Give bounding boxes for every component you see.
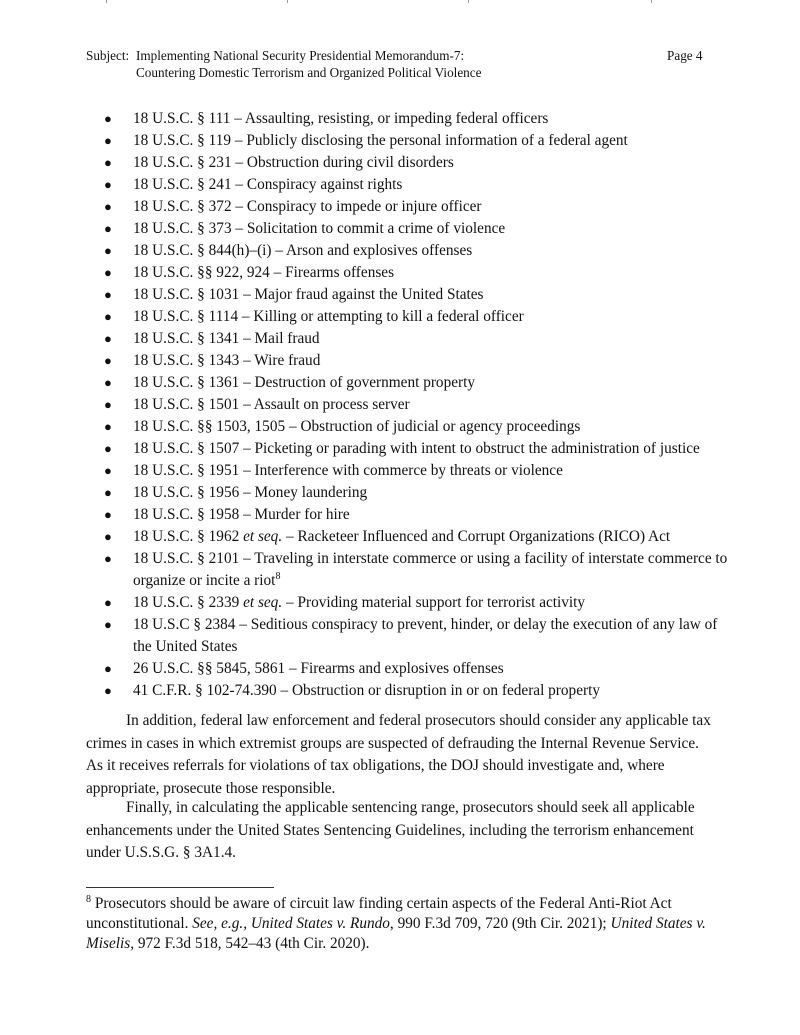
bullet-icon: ● bbox=[104, 683, 112, 698]
statute-citation: 18 U.S.C. § 1958 bbox=[133, 506, 240, 523]
bullet-icon: ● bbox=[104, 111, 112, 126]
footnote-reference[interactable]: 8 bbox=[275, 570, 281, 582]
statute-item bbox=[104, 548, 734, 592]
bullet-icon: ● bbox=[104, 485, 112, 500]
statute-description: Conspiracy against rights bbox=[246, 176, 403, 193]
bullet-icon: ● bbox=[104, 529, 112, 544]
bullet-icon: ● bbox=[104, 419, 112, 434]
subject-label: Subject: bbox=[86, 48, 130, 63]
statute-item bbox=[104, 196, 734, 218]
footnote-number: 8 bbox=[86, 893, 91, 905]
statute-description: Racketeer Influenced and Corrupt Organizations (RICO) Act bbox=[297, 528, 671, 545]
scan-mark bbox=[287, 0, 288, 3]
statute-citation: 18 U.S.C. § 373 bbox=[133, 220, 232, 237]
statute-citation: 18 U.S.C. §§ 922, 924 bbox=[133, 264, 270, 281]
statute-item bbox=[104, 108, 734, 130]
bullet-icon: ● bbox=[104, 617, 112, 632]
et-seq: et seq. bbox=[243, 528, 283, 545]
statute-citation: 26 U.S.C. §§ 5845, 5861 bbox=[133, 660, 286, 677]
statute-item bbox=[104, 350, 734, 372]
bullet-icon: ● bbox=[104, 309, 112, 324]
statute-item bbox=[104, 394, 734, 416]
statute-item bbox=[104, 372, 734, 394]
statute-description: Conspiracy to impede or injure officer bbox=[246, 198, 482, 215]
dash-separator: – bbox=[271, 242, 286, 259]
statute-citation: 18 U.S.C. § 1361 bbox=[133, 374, 240, 391]
statute-citation: 18 U.S.C. § 1951 bbox=[133, 462, 240, 479]
bullet-icon: ● bbox=[104, 155, 112, 170]
bullet-icon: ● bbox=[104, 265, 112, 280]
statute-description: Obstruction during civil disorders bbox=[246, 154, 454, 171]
statute-description: Publicly disclosing the personal information of a federal agent bbox=[246, 132, 628, 149]
statute-description: Major fraud against the United States bbox=[254, 286, 484, 303]
statute-description: Providing material support for terrorist activity bbox=[297, 594, 586, 611]
statute-description: Wire fraud bbox=[254, 352, 321, 369]
statute-citation: 18 U.S.C. § 241 bbox=[133, 176, 232, 193]
statute-description: Destruction of government property bbox=[254, 374, 476, 391]
footnote-8 bbox=[86, 894, 718, 954]
statute-item bbox=[104, 482, 734, 504]
statute-citation: 18 U.S.C. § 1507 bbox=[133, 440, 240, 457]
et-seq: et seq. bbox=[243, 594, 283, 611]
dash-separator: – bbox=[231, 154, 247, 171]
bullet-icon: ● bbox=[104, 551, 112, 566]
dash-separator: – bbox=[239, 506, 255, 523]
statute-description: Murder for hire bbox=[254, 506, 350, 523]
case-name-rundo: United States v. Rundo bbox=[250, 915, 390, 932]
paragraph-sentencing: Finally, in calculating the applicable sentencing range, prosecutors should seek all applicable enhancements under the United States Sentencing Guidelines, including the terrorism enhancement under U.S.S.G. § 3A1.4. bbox=[86, 799, 695, 861]
case-cite-rundo: , 990 F.3d 709, 720 (9th Cir. 2021); bbox=[389, 915, 611, 932]
statute-item bbox=[104, 218, 734, 240]
dash-separator: – bbox=[239, 374, 255, 391]
dash-separator: – bbox=[239, 484, 255, 501]
statute-item bbox=[104, 680, 734, 702]
subject-line-1: Implementing National Security Presidential Memorandum-7: bbox=[136, 48, 465, 63]
statute-item bbox=[104, 658, 734, 680]
statute-description: Solicitation to commit a crime of violence bbox=[246, 220, 506, 237]
bullet-icon: ● bbox=[104, 441, 112, 456]
statute-description: Assault on process server bbox=[253, 396, 410, 413]
statute-item bbox=[104, 174, 734, 196]
dash-separator: – bbox=[276, 682, 292, 699]
subject-text bbox=[136, 47, 481, 81]
bullet-icon: ● bbox=[104, 199, 112, 214]
bullet-icon: ● bbox=[104, 287, 112, 302]
dash-separator: – bbox=[239, 352, 255, 369]
statute-citation: 18 U.S.C. § 844(h)–(i) bbox=[133, 242, 272, 259]
bullet-icon: ● bbox=[104, 221, 112, 236]
bullet-icon: ● bbox=[104, 331, 112, 346]
statute-item bbox=[104, 262, 734, 284]
statute-item bbox=[104, 460, 734, 482]
statute-item bbox=[104, 504, 734, 526]
footnote-divider bbox=[86, 887, 274, 888]
bullet-icon: ● bbox=[104, 463, 112, 478]
statute-citation: 18 U.S.C. § 111 bbox=[133, 110, 231, 127]
dash-separator: – bbox=[285, 418, 301, 435]
dash-separator: – bbox=[239, 462, 255, 479]
statute-citation: 18 U.S.C. § 1114 bbox=[133, 308, 239, 325]
dash-separator: – bbox=[231, 132, 247, 149]
statute-item bbox=[104, 284, 734, 306]
bullet-icon: ● bbox=[104, 375, 112, 390]
bullet-icon: ● bbox=[104, 661, 112, 676]
statute-citation: 18 U.S.C. § 1956 bbox=[133, 484, 240, 501]
scan-mark bbox=[106, 0, 107, 3]
dash-separator: – bbox=[231, 176, 247, 193]
dash-separator: – bbox=[230, 110, 245, 127]
dash-separator: – bbox=[239, 440, 255, 457]
statute-citation: 18 U.S.C. §§ 1503, 1505 bbox=[133, 418, 286, 435]
statute-citation: 18 U.S.C. § 1341 bbox=[133, 330, 240, 347]
statute-item bbox=[104, 152, 734, 174]
statute-citation: 18 U.S.C. § 231 bbox=[133, 154, 232, 171]
statute-item bbox=[104, 416, 734, 438]
paragraph-tax-crimes: In addition, federal law enforcement and federal prosecutors should consider any applicable tax crimes in cases in which extremist groups are suspected of defrauding the Internal Revenue Service. As it receives referrals for violations of tax obligations, the DOJ should investigate and, where appropriate, prosecute those responsible. bbox=[86, 712, 711, 797]
statute-citation: 18 U.S.C. § 2101 bbox=[133, 550, 240, 567]
dash-separator: – bbox=[238, 308, 254, 325]
statute-description: Killing or attempting to kill a federal officer bbox=[253, 308, 524, 325]
statute-citation: 18 U.S.C. § 1962 bbox=[133, 528, 240, 545]
dash-separator: – bbox=[269, 264, 286, 281]
bullet-icon: ● bbox=[104, 507, 112, 522]
citation-signal: See, e.g., bbox=[192, 915, 248, 932]
statute-citation: 18 U.S.C. § 1031 bbox=[133, 286, 240, 303]
statute-description: Firearms offenses bbox=[285, 264, 395, 281]
dash-separator: – bbox=[239, 396, 254, 413]
statute-citation: 18 U.S.C § 2384 bbox=[133, 616, 236, 633]
dash-separator: – bbox=[239, 286, 255, 303]
statute-item bbox=[104, 328, 734, 350]
scan-mark bbox=[651, 0, 652, 3]
statute-citation: 18 U.S.C. § 1343 bbox=[133, 352, 240, 369]
statute-citation: 18 U.S.C. § 372 bbox=[133, 198, 232, 215]
statute-description: Seditious conspiracy to prevent, hinder, or delay the execution of any law of the United States bbox=[133, 616, 718, 655]
bullet-icon: ● bbox=[104, 133, 112, 148]
statute-item bbox=[104, 306, 734, 328]
statute-item bbox=[104, 438, 734, 460]
page-number: Page 4 bbox=[667, 48, 703, 63]
dash-separator: – bbox=[231, 198, 247, 215]
statute-description: Assaulting, resisting, or impeding federal officers bbox=[244, 110, 549, 127]
dash-separator: – bbox=[285, 660, 301, 677]
statute-citation: 18 U.S.C. § 2339 bbox=[133, 594, 240, 611]
statute-description: Mail fraud bbox=[254, 330, 320, 347]
bullet-icon: ● bbox=[104, 243, 112, 258]
statute-item bbox=[104, 240, 734, 262]
statute-description: Traveling in interstate commerce or using a facility of interstate commerce to organize or incite a riot bbox=[133, 550, 728, 589]
dash-separator: – bbox=[239, 550, 255, 567]
dash-separator: – bbox=[231, 220, 247, 237]
dash-separator: – bbox=[282, 594, 298, 611]
statute-item bbox=[104, 526, 734, 548]
statute-citation: 18 U.S.C. § 1501 bbox=[133, 396, 240, 413]
dash-separator: – bbox=[235, 616, 251, 633]
scan-mark bbox=[468, 0, 469, 3]
case-name-miselis: United States v. Miselis, bbox=[86, 915, 706, 952]
bullet-icon: ● bbox=[104, 177, 112, 192]
dash-separator: – bbox=[282, 528, 298, 545]
statute-item bbox=[104, 130, 734, 152]
bullet-icon: ● bbox=[104, 397, 112, 412]
footnote-text: Prosecutors should be aware of circuit law finding certain aspects of the Federal Anti-Riot Act unconstitutional. bbox=[86, 895, 672, 932]
statute-description: Obstruction or disruption in or on federal property bbox=[291, 682, 600, 699]
statute-description: Obstruction of judicial or agency proceedings bbox=[300, 418, 581, 435]
statute-list bbox=[104, 108, 734, 702]
statute-item bbox=[104, 614, 734, 658]
subject-line-2: Countering Domestic Terrorism and Organized Political Violence bbox=[136, 65, 482, 80]
statute-description: Arson and explosives offenses bbox=[285, 242, 473, 259]
statute-description: Interference with commerce by threats or violence bbox=[254, 462, 563, 479]
case-cite-miselis: 972 F.3d 518, 542–43 (4th Cir. 2020). bbox=[134, 935, 370, 952]
statute-item bbox=[104, 592, 734, 614]
dash-separator: – bbox=[239, 330, 255, 347]
statute-description: Picketing or parading with intent to obstruct the administration of justice bbox=[254, 440, 700, 457]
bullet-icon: ● bbox=[104, 595, 112, 610]
statute-citation: 18 U.S.C. § 119 bbox=[133, 132, 232, 149]
statute-citation: 41 C.F.R. § 102-74.390 bbox=[133, 682, 277, 699]
statute-description: Firearms and explosives offenses bbox=[300, 660, 504, 677]
statute-description: Money laundering bbox=[254, 484, 368, 501]
bullet-icon: ● bbox=[104, 353, 112, 368]
